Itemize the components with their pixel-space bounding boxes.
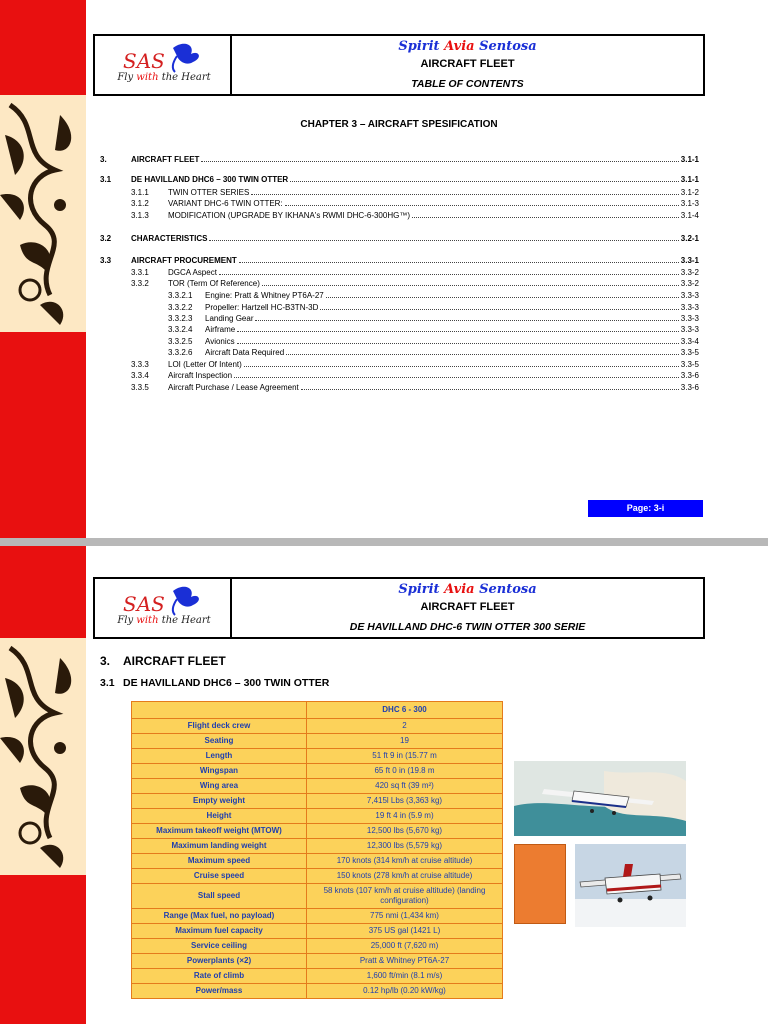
toc-entry-label: TWIN OTTER SERIES — [168, 188, 250, 197]
table-row — [132, 954, 503, 969]
table-header-blank — [132, 702, 307, 719]
red-side-block — [0, 546, 86, 638]
svg-text:SAS: SAS — [123, 49, 165, 73]
spec-value: 150 knots (278 km/h at cruise altitude) — [307, 869, 503, 884]
toc-dot-leader — [320, 303, 678, 310]
toc-entry-label: Propeller: Hartzell HC-B3TN-3D — [205, 303, 319, 312]
toc-entry[interactable] — [131, 268, 699, 278]
table-row — [132, 984, 503, 999]
toc-entry[interactable] — [131, 371, 699, 381]
spec-label: Powerplants (×2) — [132, 954, 307, 969]
toc-entry[interactable] — [168, 303, 699, 313]
toc-entry-page: 3.3-3 — [680, 314, 699, 323]
toc-entry[interactable] — [131, 199, 699, 209]
spec-value: 58 knots (107 km/h at cruise altitude) (landing configuration) — [307, 884, 503, 909]
company-logo — [95, 579, 232, 637]
orange-square-shape — [514, 844, 566, 924]
table-row — [132, 969, 503, 984]
red-side-block — [0, 875, 86, 1024]
toc-dot-leader — [290, 175, 679, 182]
toc-entry-page: 3.1-4 — [680, 211, 699, 220]
table-row — [132, 749, 503, 764]
table-row — [132, 719, 503, 734]
toc-entry-number: 3.1 — [100, 175, 112, 184]
toc-entry-page: 3.3-4 — [680, 337, 699, 346]
spec-label: Maximum takeoff weight (MTOW) — [132, 824, 307, 839]
section-heading: 3. AIRCRAFT FLEET — [100, 654, 226, 668]
toc-dot-leader — [239, 256, 679, 263]
toc-dot-leader — [237, 337, 679, 344]
toc-entry-page: 3.3-6 — [680, 371, 699, 380]
spec-label: Cruise speed — [132, 869, 307, 884]
toc-entry-number: 3.3.2.4 — [168, 325, 193, 334]
toc-entry-page: 3.3-5 — [680, 360, 699, 369]
table-row — [132, 779, 503, 794]
toc-entry-label: LOI (Letter Of Intent) — [168, 360, 242, 369]
toc-entry[interactable] — [100, 256, 699, 266]
toc-dot-leader — [301, 383, 679, 390]
svg-text:SAS: SAS — [123, 592, 165, 616]
specification-table — [131, 701, 503, 999]
spec-label: Height — [132, 809, 307, 824]
spec-value: 12,300 lbs (5,579 kg) — [307, 839, 503, 854]
toc-entry-page: 3.3-2 — [680, 279, 699, 288]
toc-entry-number: 3. — [100, 155, 107, 164]
spec-label: Power/mass — [132, 984, 307, 999]
spec-label: Stall speed — [132, 884, 307, 909]
toc-entry-label: MODIFICATION (UPGRADE BY IKHANA's RWMI DHC-6-300HG™) — [168, 211, 410, 220]
page-header — [93, 577, 705, 639]
toc-entry-number: 3.2 — [100, 234, 112, 243]
header-title: AIRCRAFT FLEET — [420, 58, 515, 70]
toc-entry[interactable] — [131, 211, 699, 221]
toc-entry-page: 3.1-1 — [680, 175, 699, 184]
toc-dot-leader — [234, 371, 679, 378]
table-row — [132, 809, 503, 824]
toc-entry[interactable] — [100, 155, 699, 165]
toc-entry-number: 3.3.2.6 — [168, 348, 193, 357]
spec-value: 12,500 lbs (5,670 kg) — [307, 824, 503, 839]
toc-entry-page: 3.3-3 — [680, 303, 699, 312]
spec-value: Pratt & Whitney PT6A-27 — [307, 954, 503, 969]
spec-label: Wingspan — [132, 764, 307, 779]
header-title: AIRCRAFT FLEET — [420, 601, 515, 613]
spec-value: 25,000 ft (7,620 m) — [307, 939, 503, 954]
toc-entry-page: 3.2-1 — [680, 234, 699, 243]
toc-entry-label: DGCA Aspect — [168, 268, 217, 277]
spec-value: 7,415l Lbs (3,363 kg) — [307, 794, 503, 809]
spec-label: Rate of climb — [132, 969, 307, 984]
toc-entry-number: 3.1.2 — [131, 199, 149, 208]
table-header-model: DHC 6 - 300 — [307, 702, 503, 719]
toc-entry[interactable] — [131, 279, 699, 289]
floral-ornament-icon — [0, 638, 86, 875]
spec-value: 2 — [307, 719, 503, 734]
toc-entry-number: 3.1.3 — [131, 211, 149, 220]
toc-dot-leader — [285, 199, 679, 206]
table-row — [132, 839, 503, 854]
toc-entry-label: AIRCRAFT FLEET — [131, 155, 200, 164]
toc-dot-leader — [251, 188, 678, 195]
spec-label: Empty weight — [132, 794, 307, 809]
document-page-2 — [0, 546, 768, 1024]
spec-value: 65 ft 0 in (19.8 m — [307, 764, 503, 779]
toc-entry-number: 3.3.2.2 — [168, 303, 193, 312]
aircraft-photo-beach — [514, 761, 686, 836]
toc-entry-label: TOR (Term Of Reference) — [168, 279, 260, 288]
spec-label: Length — [132, 749, 307, 764]
toc-entry-number: 3.3.5 — [131, 383, 149, 392]
toc-entry-number: 3.3 — [100, 256, 112, 265]
toc-entry-page: 3.3-3 — [680, 325, 699, 334]
toc-entry[interactable] — [100, 175, 699, 185]
spec-label: Wing area — [132, 779, 307, 794]
toc-entry-number: 3.1.1 — [131, 188, 149, 197]
subsection-heading: 3.1 DE HAVILLAND DHC6 – 300 TWIN OTTER — [100, 677, 330, 689]
toc-dot-leader — [244, 360, 679, 367]
toc-entry[interactable] — [131, 188, 699, 198]
page-number-badge: Page: 3-i — [588, 500, 703, 517]
toc-entry-label: Avionics — [205, 337, 235, 346]
spec-label: Range (Max fuel, no payload) — [132, 909, 307, 924]
spec-label: Maximum landing weight — [132, 839, 307, 854]
table-row — [132, 909, 503, 924]
toc-entry[interactable] — [168, 314, 699, 324]
chapter-title: CHAPTER 3 – AIRCRAFT SPESIFICATION — [300, 119, 498, 130]
table-row — [132, 794, 503, 809]
table-row — [132, 924, 503, 939]
toc-dot-leader — [201, 155, 678, 162]
spec-label: Maximum fuel capacity — [132, 924, 307, 939]
toc-entry[interactable] — [100, 234, 699, 244]
toc-entry-page: 3.3-5 — [680, 348, 699, 357]
table-header-row — [132, 702, 503, 719]
toc-entry-page: 3.3-1 — [680, 256, 699, 265]
spec-value: 19 — [307, 734, 503, 749]
toc-entry-page: 3.3-2 — [680, 268, 699, 277]
header-subtitle: TABLE OF CONTENTS — [411, 78, 524, 90]
toc-entry-label: AIRCRAFT PROCUREMENT — [131, 256, 237, 265]
spec-value: 0.12 hp/lb (0.20 kW/kg) — [307, 984, 503, 999]
spec-label: Flight deck crew — [132, 719, 307, 734]
toc-entry-label: DE HAVILLAND DHC6 – 300 TWIN OTTER — [131, 175, 289, 184]
toc-entry[interactable] — [168, 337, 699, 347]
table-row — [132, 764, 503, 779]
logo-tagline: Fly with the Heart — [117, 615, 211, 626]
toc-entry-page: 3.3-6 — [680, 383, 699, 392]
spec-value: 19 ft 4 in (5.9 m) — [307, 809, 503, 824]
toc-entry[interactable] — [168, 325, 699, 335]
toc-entry-label: Aircraft Purchase / Lease Agreement — [168, 383, 299, 392]
toc-entry-number: 3.3.1 — [131, 268, 149, 277]
table-row — [132, 884, 503, 909]
table-row — [132, 734, 503, 749]
toc-entry[interactable] — [168, 348, 699, 358]
toc-dot-leader — [237, 325, 679, 332]
toc-dot-leader — [255, 314, 678, 321]
toc-entry[interactable] — [131, 383, 699, 393]
toc-dot-leader — [209, 234, 678, 241]
toc-entry-number: 3.3.2.1 — [168, 291, 193, 300]
toc-entry-number: 3.3.3 — [131, 360, 149, 369]
table-row — [132, 824, 503, 839]
header-subtitle: DE HAVILLAND DHC-6 TWIN OTTER 300 SERIE — [349, 621, 586, 633]
toc-entry-label: VARIANT DHC-6 TWIN OTTER: — [168, 199, 283, 208]
toc-dot-leader — [262, 279, 679, 286]
spec-label: Service ceiling — [132, 939, 307, 954]
toc-entry-number: 3.3.2.3 — [168, 314, 193, 323]
spec-value: 170 knots (314 km/h at cruise altitude) — [307, 854, 503, 869]
spec-value: 420 sq ft (39 m²) — [307, 779, 503, 794]
spec-value: 775 nmi (1,434 km) — [307, 909, 503, 924]
toc-entry-page: 3.1-1 — [680, 155, 699, 164]
toc-entry-label: CHARACTERISTICS — [131, 234, 208, 243]
toc-entry-label: Engine: Pratt & Whitney PT6A-27 — [205, 291, 324, 300]
spec-value: 51 ft 9 in (15.77 m — [307, 749, 503, 764]
toc-entry-label: Landing Gear — [205, 314, 254, 323]
toc-entry-number: 3.3.2 — [131, 279, 149, 288]
toc-entry-number: 3.3.4 — [131, 371, 149, 380]
spec-value: 1,600 ft/min (8.1 m/s) — [307, 969, 503, 984]
table-row — [132, 939, 503, 954]
spec-label: Seating — [132, 734, 307, 749]
brand-name: Spirit Avia Sentosa — [398, 582, 537, 597]
spec-label: Maximum speed — [132, 854, 307, 869]
spec-value: 375 US gal (1421 L) — [307, 924, 503, 939]
toc-entry-label: Airframe — [205, 325, 236, 334]
toc-entry[interactable] — [168, 291, 699, 301]
toc-dot-leader — [412, 211, 679, 218]
toc-entry-page: 3.3-3 — [680, 291, 699, 300]
toc-entry[interactable] — [131, 360, 699, 370]
logo-tagline: Fly with the Heart — [117, 72, 211, 83]
toc-dot-leader — [219, 268, 679, 275]
toc-entry-label: Aircraft Inspection — [168, 371, 233, 380]
table-row — [132, 869, 503, 884]
bird-logo-icon — [95, 579, 232, 637]
toc-entry-number: 3.3.2.5 — [168, 337, 193, 346]
toc-entry-label: Aircraft Data Required — [205, 348, 285, 357]
toc-entry-page: 3.1-2 — [680, 188, 699, 197]
toc-entry-page: 3.1-3 — [680, 199, 699, 208]
toc-dot-leader — [326, 291, 679, 298]
aircraft-photo-snow — [575, 844, 686, 927]
table-row — [132, 854, 503, 869]
toc-dot-leader — [286, 348, 679, 355]
brand-name: Spirit Avia Sentosa — [398, 39, 537, 54]
